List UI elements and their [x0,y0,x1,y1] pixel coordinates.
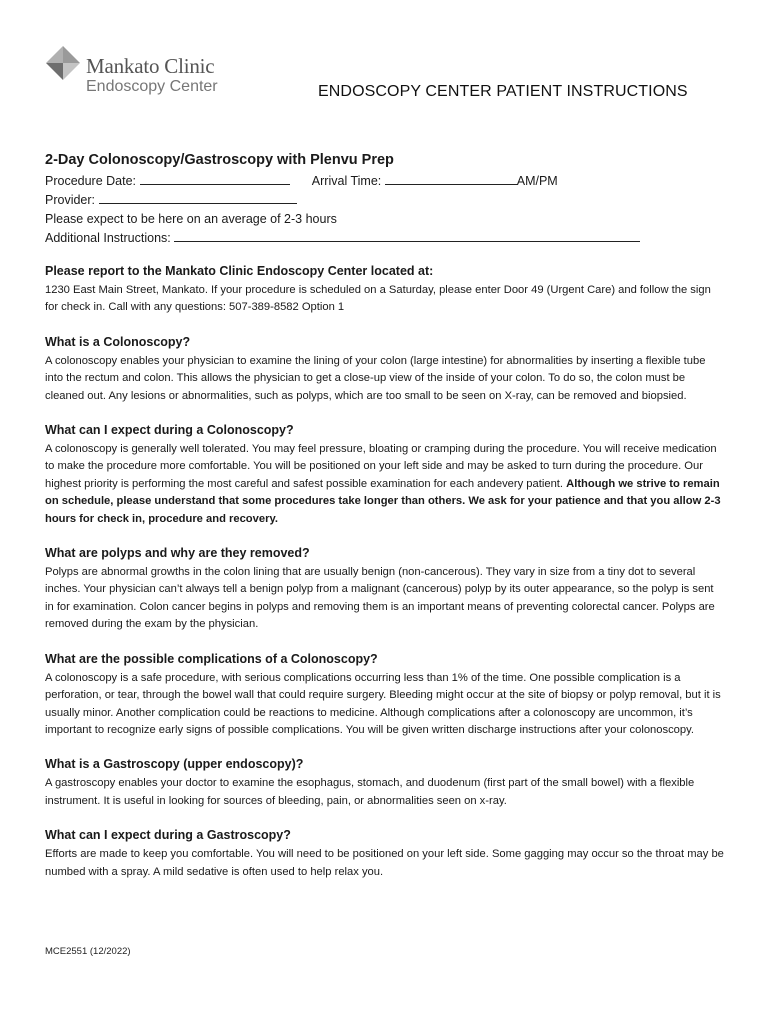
logo-name: Mankato Clinic [86,54,215,78]
report-heading: Please report to the Mankato Clinic Endoscopy Center located at: [45,264,434,278]
provider-label: Provider: [45,193,96,207]
section-what-is-gastroscopy [45,755,725,810]
section-text: A gastroscopy enables your doctor to examine the esophagus, stomach, and duodenum (first part of the small bowel) with a flexible instrument. It is useful in looking for sources of bleeding, pain, or abnormalities seen on x-ray. [45,777,695,807]
section-heading: What is a Gastroscopy (upper endoscopy)? [45,757,304,772]
section-heading: What are the possible complications of a Colonoscopy? [45,651,378,666]
expect-time-text: Please expect to be here on an average of 2-3 hours [45,212,337,226]
arrival-time-label: Arrival Time: [311,174,382,188]
section-text: Polyps are abnormal growths in the colon lining that are usually benign (non-cancerous). They vary in size from a tiny dot to several inches. Your physician can’t always tell a benign polyp from a malignant (cancerous) polyp by its outer appearance, so the polyp is sent in for examination. Colon cancer begins in polyps and removing them is an important means of preventing colorectal cancer. Polyps are removed during the exam by the physician. [45,566,715,631]
section-what-is-colonoscopy [45,333,725,405]
additional-instructions-field[interactable] [174,229,640,242]
document-body [45,152,725,881]
additional-instructions-label: Additional Instructions: [45,231,171,245]
section-heading: What is a Colonoscopy? [45,334,191,349]
report-text: 1230 East Main Street, Mankato. If your procedure is scheduled on a Saturday, please enter Door 49 (Urgent Care) and follow the sign for check in. Call with any questions: 507-389-8582 Option 1 [45,284,711,314]
section-text: A colonoscopy is a safe procedure, with serious complications occurring less than 1% of the time. One possible complication is a perforation, or tear, through the bowel wall that could require surgery. Bleeding might occur at the site of biopsy or polyp removal, but it is usually minor. Another complication could be reactions to medicine. Although complications after a colonoscopy are uncommon, it’s important to recognize early signs of possible complications. You will be given written discharge instructions after your colonoscopy. [45,671,721,736]
provider-line [45,191,725,210]
section-heading: What can I expect during a Colonoscopy? [45,423,294,438]
section-text: A colonoscopy enables your physician to examine the lining of your colon (large intestine) for abnormalities by inserting a flexible tube into the rectum and colon. This allows the physician to get a close-up view of the inside of your colon. To do so, the colon must be cleaned out. Any lesions or abnormalities, such as polyps, which are too small to be seen on X-ray, can be removed and biopsied. [45,354,706,402]
document-title: ENDOSCOPY CENTER PATIENT INSTRUCTIONS [318,83,688,100]
arrival-time-field[interactable] [385,172,517,185]
ampm-label: AM/PM [516,174,558,188]
section-text-wrapper [45,441,725,528]
form-code: MCE2551 (12/2022) [45,946,131,957]
section-polyps [45,544,725,634]
additional-instructions-line [45,229,725,248]
section-heading: What can I expect during a Gastroscopy? [45,828,291,843]
section-expect-colonoscopy [45,421,725,528]
section-text: Efforts are made to keep you comfortable. You will need to be positioned on your left side. Some gagging may occur so the throat may be numbed with a spray. A mild sedative is often used to help relax you. [45,848,724,878]
clinic-logo [44,44,244,104]
section-heading: What are polyps and why are they removed? [45,546,310,561]
section-bold-text: Although we strive to remain on schedule, please understand that some procedures take longer than others. We ask for your patience and that you allow 2-3 hours for check in, procedure and recovery. [45,477,721,525]
provider-field[interactable] [99,191,297,204]
section-expect-gastroscopy [45,826,725,881]
procedure-title: 2-Day Colonoscopy/Gastroscopy with Plenvu Prep [45,152,394,168]
report-location-section [45,262,725,317]
clinic-logo-icon [44,44,82,88]
logo-subtitle: Endoscopy Center [86,78,218,95]
section-complications [45,650,725,740]
procedure-date-line [45,172,725,191]
procedure-date-field[interactable] [140,172,290,185]
section-text: A colonoscopy is generally well tolerated. You may feel pressure, bloating or cramping during the procedure. You will receive medication to make the procedure more comfortable. You will be positioned on your left side and may be asked to turn during the procedure. Our highest priority is performing the most careful and safest possible examination for each andevery patient. [45,443,717,490]
procedure-date-label: Procedure Date: [45,174,137,188]
